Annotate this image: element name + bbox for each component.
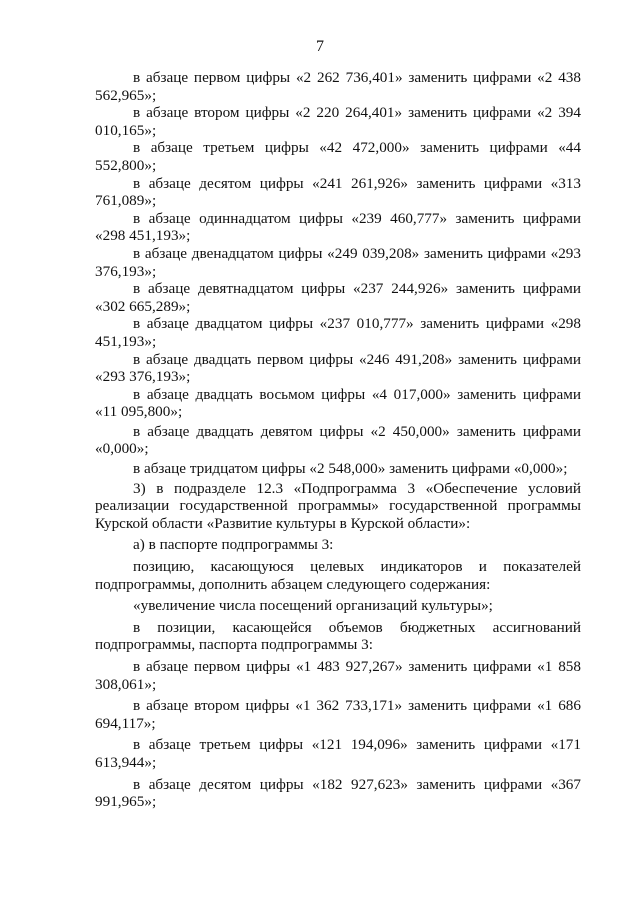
paragraph-17: в позиции, касающейся объемов бюджетных ассигнований подпрограммы, паспорта подпрограммы 3: — [95, 618, 581, 654]
paragraph-1: в абзаце первом цифры «2 262 736,401» заменить цифрами «2 438 562,965»; — [95, 69, 581, 104]
paragraph-10: в абзаце двадцать восьмом цифры «4 017,000» заменить цифрами «11 095,800»; — [95, 385, 581, 421]
page-number: 7 — [316, 38, 324, 55]
paragraph-12: в абзаце тридцатом цифры «2 548,000» заменить цифрами «0,000»; — [133, 460, 568, 478]
paragraph-11: в абзаце двадцать девятом цифры «2 450,000» заменить цифрами «0,000»; — [95, 422, 581, 458]
paragraph-5: в абзаце одиннадцатом цифры «239 460,777» заменить цифрами «298 451,193»; — [95, 209, 581, 245]
paragraph-20: в абзаце третьем цифры «121 194,096» заменить цифрами «171 613,944»; — [95, 736, 581, 771]
document-body — [95, 69, 581, 811]
paragraph-18: в абзаце первом цифры «1 483 927,267» заменить цифрами «1 858 308,061»; — [95, 658, 581, 693]
paragraph-21: в абзаце десятом цифры «182 927,623» заменить цифрами «367 991,965»; — [95, 775, 581, 811]
paragraph-13: 3) в подразделе 12.3 «Подпрограмма 3 «Обеспечение условий реализации государственной программы» государственной программы Курской области «Развитие культуры в Курской области»: — [95, 479, 581, 532]
paragraph-15: позицию, касающуюся целевых индикаторов и показателей подпрограммы, дополнить абзацем следующего содержания: — [95, 558, 581, 593]
paragraph-8: в абзаце двадцатом цифры «237 010,777» заменить цифрами «298 451,193»; — [95, 315, 581, 350]
paragraph-14: а) в паспорте подпрограммы 3: — [133, 536, 334, 554]
paragraph-16: «увеличение числа посещений организаций культуры»; — [133, 597, 493, 615]
paragraph-4: в абзаце десятом цифры «241 261,926» заменить цифрами «313 761,089»; — [95, 174, 581, 210]
paragraph-3: в абзаце третьем цифры «42 472,000» заменить цифрами «44 552,800»; — [95, 139, 581, 174]
paragraph-6: в абзаце двенадцатом цифры «249 039,208» заменить цифрами «293 376,193»; — [95, 244, 581, 280]
paragraph-7: в абзаце девятнадцатом цифры «237 244,926» заменить цифрами «302 665,289»; — [95, 280, 581, 315]
paragraph-9: в абзаце двадцать первом цифры «246 491,208» заменить цифрами «293 376,193»; — [95, 350, 581, 386]
paragraph-2: в абзаце втором цифры «2 220 264,401» заменить цифрами «2 394 010,165»; — [95, 104, 581, 139]
paragraph-19: в абзаце втором цифры «1 362 733,171» заменить цифрами «1 686 694,117»; — [95, 697, 581, 732]
